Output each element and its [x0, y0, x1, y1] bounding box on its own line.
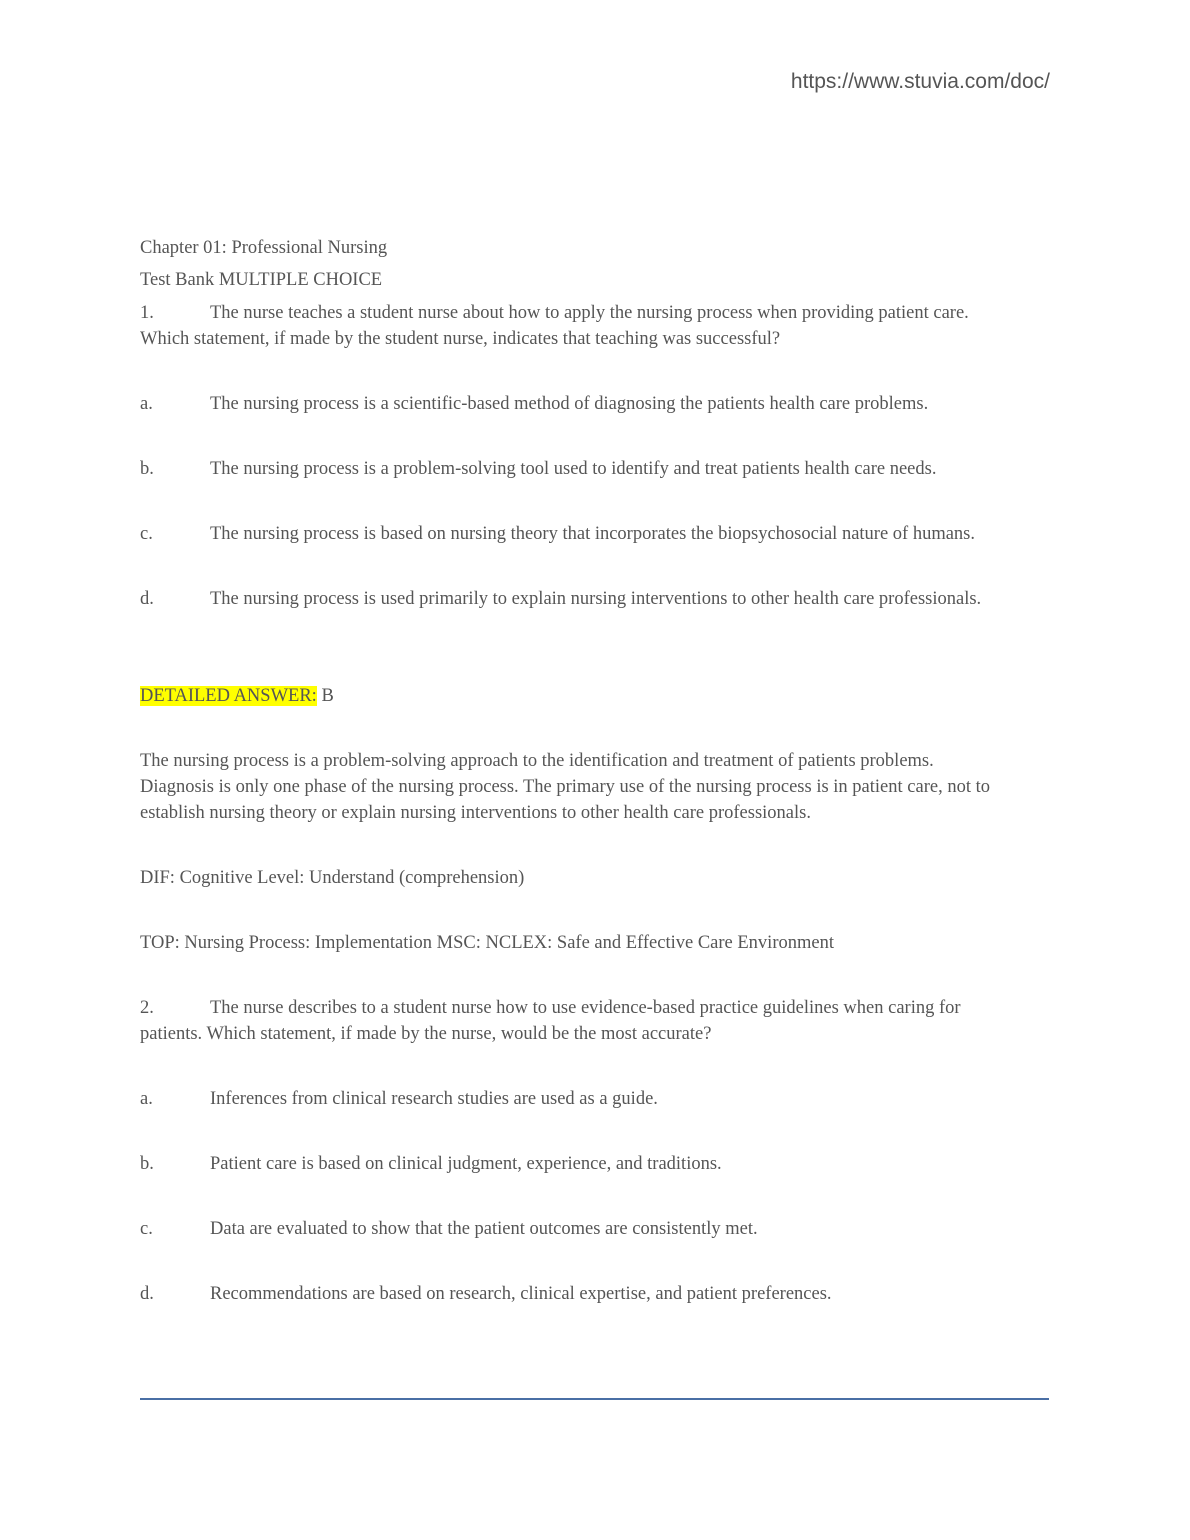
detailed-answer — [140, 683, 1050, 709]
question-text-line1: The nurse describes to a student nurse how to use evidence-based practice guidelines when caring for — [210, 998, 961, 1018]
option-b — [140, 456, 1050, 482]
option-text: Inferences from clinical research studies are used as a guide. — [210, 1089, 658, 1109]
question-1 — [140, 300, 1050, 956]
chapter-title: Chapter 01: Professional Nursing — [140, 238, 388, 258]
difficulty-line: DIF: Cognitive Level: Understand (comprehension) — [140, 868, 525, 888]
option-text: The nursing process is used primarily to explain nursing interventions to other health care professionals. — [210, 589, 982, 609]
option-d — [140, 586, 1050, 612]
option-label: b. — [140, 1154, 154, 1174]
option-b — [140, 1151, 1050, 1177]
option-text: Data are evaluated to show that the patient outcomes are consistently met. — [210, 1219, 758, 1239]
rationale-line: The nursing process is a problem-solving approach to the identification and treatment of patients problems. — [140, 751, 934, 771]
section-title: Test Bank MULTIPLE CHOICE — [140, 270, 383, 290]
option-text: The nursing process is a problem-solving tool used to identify and treat patients health care needs. — [210, 459, 937, 479]
option-c — [140, 1216, 1050, 1242]
answer-label: DETAILED ANSWER: — [140, 686, 317, 706]
option-c — [140, 521, 1050, 547]
question-text-line2: Which statement, if made by the student nurse, indicates that teaching was successful? — [140, 329, 781, 349]
question-text-line2: patients. Which statement, if made by the nurse, would be the most accurate? — [140, 1024, 712, 1044]
header-url: https://www.stuvia.com/doc/ — [790, 70, 1050, 93]
document-body — [140, 235, 1050, 1307]
option-text: Patient care is based on clinical judgment, experience, and traditions. — [210, 1154, 722, 1174]
option-text: Recommendations are based on research, clinical expertise, and patient preferences. — [210, 1284, 832, 1304]
option-a — [140, 391, 1050, 417]
rationale — [140, 748, 1050, 826]
option-a — [140, 1086, 1050, 1112]
question-text-line1: The nurse teaches a student nurse about how to apply the nursing process when providing patient care. — [210, 303, 969, 323]
option-label: c. — [140, 1219, 153, 1239]
rationale-line: establish nursing theory or explain nursing interventions to other health care professionals. — [140, 803, 811, 823]
option-label: d. — [140, 1284, 154, 1304]
topic-line: TOP: Nursing Process: Implementation MSC: NCLEX: Safe and Effective Care Environment — [140, 933, 834, 953]
answer-value: B — [316, 686, 334, 706]
footer-divider — [140, 1398, 1049, 1400]
option-label: d. — [140, 589, 154, 609]
rationale-line: Diagnosis is only one phase of the nursing process. The primary use of the nursing process is in patient care, not to — [140, 777, 990, 797]
question-number: 2. — [140, 998, 154, 1018]
option-label: a. — [140, 1089, 153, 1109]
option-label: b. — [140, 459, 154, 479]
question-stem — [140, 300, 1050, 326]
option-text: The nursing process is based on nursing theory that incorporates the biopsychosocial nature of humans. — [210, 524, 976, 544]
option-label: c. — [140, 524, 153, 544]
question-stem — [140, 995, 1050, 1021]
option-text: The nursing process is a scientific-based method of diagnosing the patients health care problems. — [210, 394, 929, 414]
question-number: 1. — [140, 303, 154, 323]
question-2 — [140, 995, 1050, 1307]
option-label: a. — [140, 394, 153, 414]
option-d — [140, 1281, 1050, 1307]
